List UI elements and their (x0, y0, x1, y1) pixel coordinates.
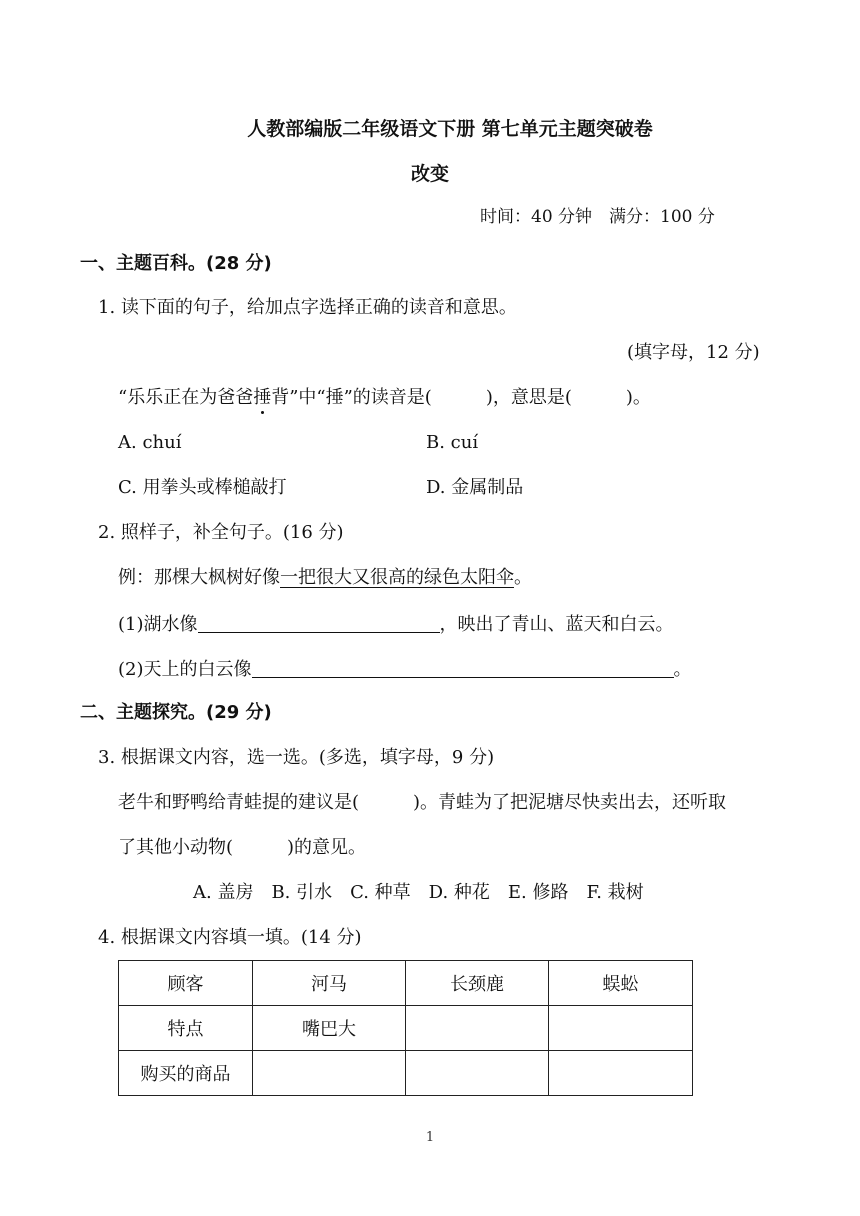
table-row (119, 961, 693, 1006)
page-number: 1 (425, 1130, 435, 1145)
table-cell: 河马 (253, 961, 406, 1006)
table-cell-blank[interactable] (549, 1006, 693, 1051)
q4-text: 4. 根据课文内容填一填。(14 分) (98, 927, 362, 948)
q2-sentence-2 (118, 659, 692, 679)
q1-option-b: B. cuí (426, 432, 479, 453)
q1-option-a: A. chuí (118, 432, 182, 453)
q1-text: 1. 读下面的句子，给加点字选择正确的读音和意思。 (98, 297, 517, 318)
table-cell-blank[interactable] (406, 1006, 549, 1051)
table-cell: 特点 (119, 1006, 253, 1051)
table-row (119, 1051, 693, 1096)
q3-text: 3. 根据课文内容，选一选。(多选，填字母，9 分) (98, 747, 495, 768)
q2-s2-prefix: (2)天上的白云像 (118, 659, 252, 680)
table-cell-blank[interactable] (253, 1051, 406, 1096)
table-cell: 长颈鹿 (406, 961, 549, 1006)
q1-sentence-b: 背”中“捶”的读音是( )，意思是( )。 (271, 387, 651, 408)
section1-heading: 一、主题百科。(28 分) (80, 253, 272, 274)
q2-example-suffix: 。 (514, 567, 532, 588)
q1-option-c: C. 用拳头或棒槌敲打 (118, 477, 287, 498)
q2-s2-suffix: 。 (673, 659, 692, 680)
page-subtitle: 改变 (410, 163, 449, 185)
q2-s1-suffix: ，映出了青山、蓝天和白云。 (439, 614, 674, 635)
q1-sentence-a: “乐乐正在为爸爸 (118, 387, 254, 408)
q3-line2: 了其他小动物( )的意见。 (118, 837, 367, 858)
q1-option-d: D. 金属制品 (426, 477, 524, 498)
q1-sentence (118, 389, 651, 407)
table-cell-blank[interactable] (406, 1051, 549, 1096)
q1-note: (填字母，12 分) (627, 342, 760, 363)
q2-example-underlined: 一把很大又很高的绿色太阳伞 (280, 567, 514, 588)
section2-heading: 二、主题探究。(29 分) (80, 702, 272, 723)
table-cell: 顾客 (119, 961, 253, 1006)
q2-example-prefix: 例：那棵大枫树好像 (118, 567, 280, 588)
q1-dot-char: 捶 (253, 387, 272, 408)
q2-text: 2. 照样子，补全句子。(16 分) (98, 522, 344, 543)
q2-sentence-1 (118, 614, 674, 634)
q4-table (118, 960, 693, 1096)
table-cell-blank[interactable] (549, 1051, 693, 1096)
table-row (119, 1006, 693, 1051)
q3-line1: 老牛和野鸭给青蛙提的建议是( )。青蛙为了把泥塘尽快卖出去，还听取 (118, 792, 727, 813)
time-info: 时间：40 分钟 满分：100 分 (480, 207, 715, 227)
table-cell: 蜈蚣 (549, 961, 693, 1006)
table-cell: 嘴巴大 (253, 1006, 406, 1051)
q3-options: A. 盖房 B. 引水 C. 种草 D. 种花 E. 修路 F. 栽树 (193, 882, 644, 903)
q2-s2-blank[interactable] (252, 659, 674, 678)
q2-s1-blank[interactable] (198, 614, 440, 633)
page-title: 人教部编版二年级语文下册 第七单元主题突破卷 (247, 118, 653, 140)
table-cell: 购买的商品 (119, 1051, 253, 1096)
q2-example (118, 569, 532, 587)
q2-s1-prefix: (1)湖水像 (118, 614, 198, 635)
